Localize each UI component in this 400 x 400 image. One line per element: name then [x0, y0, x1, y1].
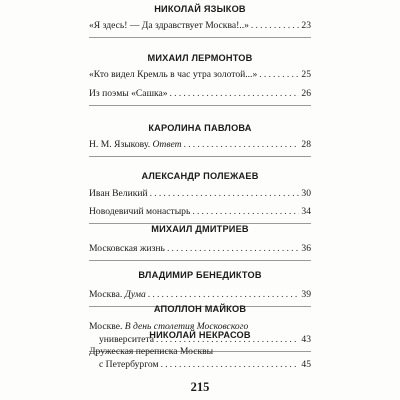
entry-page: 28	[301, 139, 311, 150]
section-divider	[89, 156, 311, 157]
toc-entry	[89, 68, 311, 81]
entry-title: Иван Великий	[89, 188, 148, 199]
entry-page: 23	[301, 20, 311, 31]
dot-leader	[259, 68, 299, 81]
section-divider	[89, 37, 311, 38]
dot-leader	[161, 358, 300, 371]
entry-title-continuation: университета	[99, 334, 155, 345]
toc-entry	[89, 187, 311, 200]
toc-entry	[89, 242, 311, 255]
entry-title: «Я здесь! — Да здравствует Москва!..»	[89, 20, 249, 31]
author-heading: МИХАИЛ ЛЕРМОНТОВ	[147, 53, 253, 63]
author-heading: АЛЕКСАНДР ПОЛЕЖАЕВ	[141, 171, 259, 181]
entry-page: 25	[301, 69, 311, 80]
toc-section-dmitriev	[89, 224, 311, 261]
author-heading: МИХАИЛ ДМИТРИЕВ	[151, 224, 249, 234]
author-heading: ВЛАДИМИР БЕНЕДИКТОВ	[138, 270, 262, 280]
entry-title-line: Дружеская переписка Москвы	[89, 346, 214, 357]
section-divider	[89, 105, 311, 106]
toc-section-lermontov	[89, 53, 311, 106]
section-divider	[89, 260, 311, 261]
entry-page: 36	[301, 243, 311, 254]
page-number: 215	[190, 380, 210, 394]
author-heading: КАРОЛИНА ПАВЛОВА	[148, 123, 252, 133]
toc-entry	[89, 19, 311, 32]
toc-entry	[89, 288, 311, 301]
entry-page: 43	[301, 334, 311, 345]
toc-entry	[89, 205, 311, 218]
dot-leader	[184, 138, 300, 151]
author-heading: НИКОЛАЙ ЯЗЫКОВ	[154, 4, 246, 14]
toc-entry	[89, 345, 311, 371]
entry-title: Н. М. Языкову. Ответ	[89, 139, 182, 150]
toc-section-pavlova	[89, 123, 311, 157]
entry-page: 45	[301, 359, 311, 370]
entry-page: 26	[301, 88, 311, 99]
dot-leader	[167, 242, 299, 255]
entry-title: Московская жизнь	[89, 243, 165, 254]
toc-section-polezhaev	[89, 171, 311, 224]
entry-title: Москва. Дума	[89, 289, 146, 300]
entry-page: 39	[301, 289, 311, 300]
entry-title: Новодевичий монастырь	[89, 206, 191, 217]
author-heading: АПОЛЛОН МАЙКОВ	[153, 304, 247, 314]
dot-leader	[170, 87, 300, 100]
dot-leader	[192, 205, 299, 218]
entry-title-continuation: с Петербургом	[99, 359, 159, 370]
entry-page: 34	[301, 206, 311, 217]
entry-title: Из поэмы «Сашка»	[89, 88, 168, 99]
toc-section-yazykov	[89, 4, 311, 38]
entry-title: «Кто видел Кремль в час утра золотой...»	[89, 69, 258, 80]
author-heading: НИКОЛАЙ НЕКРАСОВ	[149, 330, 251, 340]
entry-page: 30	[301, 188, 311, 199]
dot-leader	[251, 19, 300, 32]
dot-leader	[150, 187, 300, 200]
toc-entry	[89, 138, 311, 151]
toc-section-nekrasov	[89, 330, 311, 371]
dot-leader	[148, 288, 300, 301]
toc-entry	[89, 87, 311, 100]
entry-title-line: Москве. В день столетия Московского	[89, 321, 249, 332]
toc-section-benediktov	[89, 270, 311, 307]
